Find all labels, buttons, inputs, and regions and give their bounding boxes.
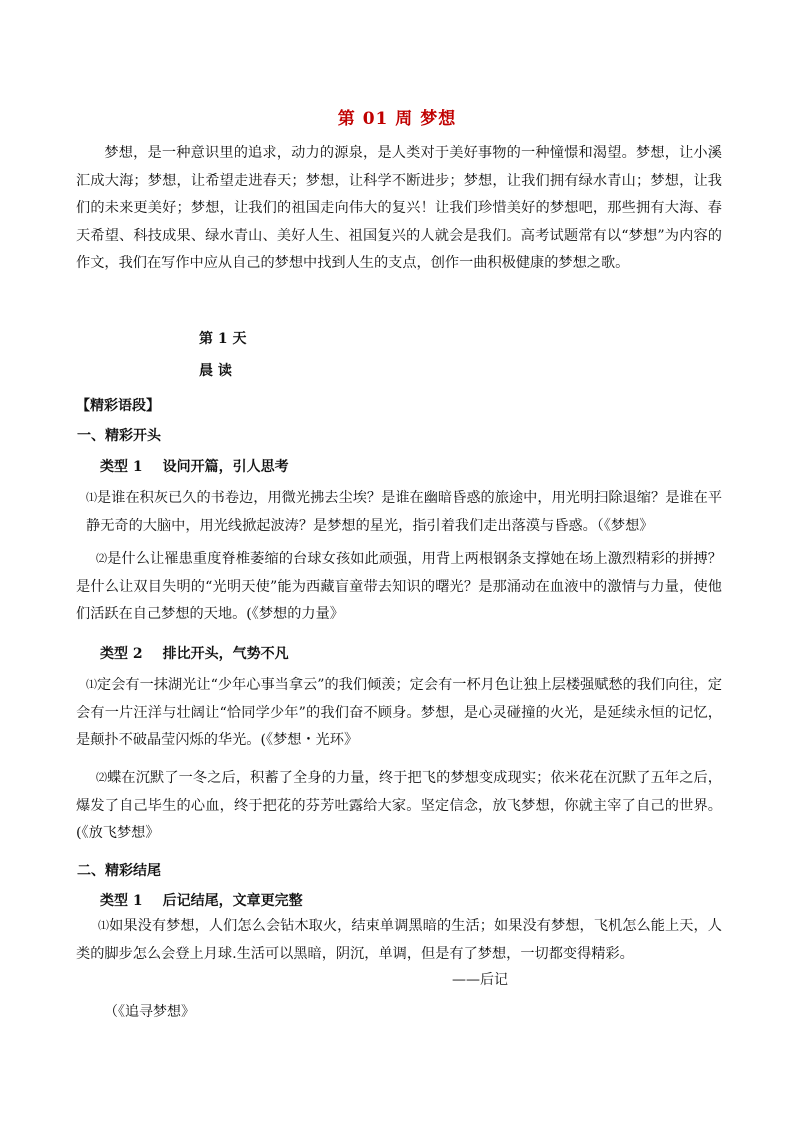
item-text: 是什么让罹患重度脊椎萎缩的台球女孩如此顽强，用背上两根钢条支撑她在场上激烈精彩的拼搏？是什么让双目失明的“光明天使”能为西藏盲童带去知识的曙光？是那涌动在血液中的激情与力量，使他们活跃在自己梦想的天地。(《梦想的力量》	[76, 551, 722, 622]
day-label: 第 1 天	[199, 331, 247, 347]
type-title: 后记结尾，文章更完整	[162, 893, 303, 909]
item-number: ⑴	[86, 678, 98, 691]
list-item	[76, 671, 722, 755]
session-label: 晨 读	[199, 363, 232, 379]
part2-heading: 二、精彩结尾	[77, 863, 161, 879]
item-number: ⑴	[86, 491, 98, 504]
intro-paragraph: 梦想，是一种意识里的追求，动力的源泉，是人类对于美好事物的一种憧憬和渴望。梦想，让小溪汇成大海；梦想，让希望走进春天；梦想，让科学不断进步；梦想，让我们拥有绿水青山；梦想，让我们的未来更美好；梦想，让我们的祖国走向伟大的复兴！让我们珍惜美好的梦想吧，那些拥有大海、春天希望、科技成果、绿水青山、美好人生、祖国复兴的人就会是我们。高考试题常有以“梦想”为内容的作文，我们在写作中应从自己的梦想中找到人生的支点，创作一曲积极健康的梦想之歌。	[76, 145, 722, 271]
type-label: 类型 1	[100, 893, 143, 909]
part2-type1-heading	[100, 890, 303, 910]
item-text: 蝶在沉默了一冬之后，积蓄了全身的力量，终于把飞的梦想变成现实；依米花在沉默了五年之后，爆发了自己毕生的心血，终于把花的芬芳吐露给大家。坚定信念，放飞梦想，你就主宰了自己的世界。(《放飞梦想》	[76, 770, 722, 841]
page-title: 第 01 周 梦想	[337, 109, 457, 129]
item-text: 如果没有梦想，人们怎么会钻木取火，结束单调黑暗的生活；如果没有梦想，飞机怎么能上天，人类的脚步怎么会登上月球.生活可以黑暗，阴沉，单调，但是有了梦想，一切都变得精彩。	[76, 918, 722, 962]
part1-heading: 一、精彩开头	[77, 428, 161, 444]
item-number: ⑵	[96, 771, 108, 784]
type-title: 设问开篇，引人思考	[162, 459, 289, 475]
list-item	[76, 912, 722, 968]
section-label: 【精彩语段】	[76, 398, 160, 414]
type-title: 排比开头，气势不凡	[162, 646, 289, 662]
part1-type2-heading	[100, 643, 289, 663]
item-number: ⑴	[98, 919, 110, 932]
list-item	[76, 764, 722, 848]
item-text: 是谁在积灰已久的书卷边，用微光拂去尘埃？是谁在幽暗昏惑的旅途中，用光明扫除退缩？是谁在平静无奇的大脑中，用光线掀起波涛？是梦想的星光，指引着我们走出落漠与昏惑。（《梦想》	[86, 490, 723, 534]
part1-type1-heading	[100, 456, 289, 476]
item-text: 定会有一抹湖光让“少年心事当拿云”的我们倾羡；定会有一杯月色让独上层楼强赋愁的我们向往，定会有一片汪洋与壮阔让“恰同学少年”的我们奋不顾身。梦想，是心灵碰撞的火光，是延续永恒的记忆，是颠扑不破晶莹闪烁的华光。(《梦想・光环》	[76, 677, 723, 748]
postscript-label: ——后记	[452, 972, 508, 988]
list-item	[76, 545, 722, 629]
source-citation: （《追寻梦想》	[104, 1004, 195, 1020]
item-number: ⑵	[96, 552, 108, 565]
type-label: 类型 2	[100, 646, 143, 662]
type-label: 类型 1	[100, 459, 143, 475]
list-item	[86, 484, 722, 540]
